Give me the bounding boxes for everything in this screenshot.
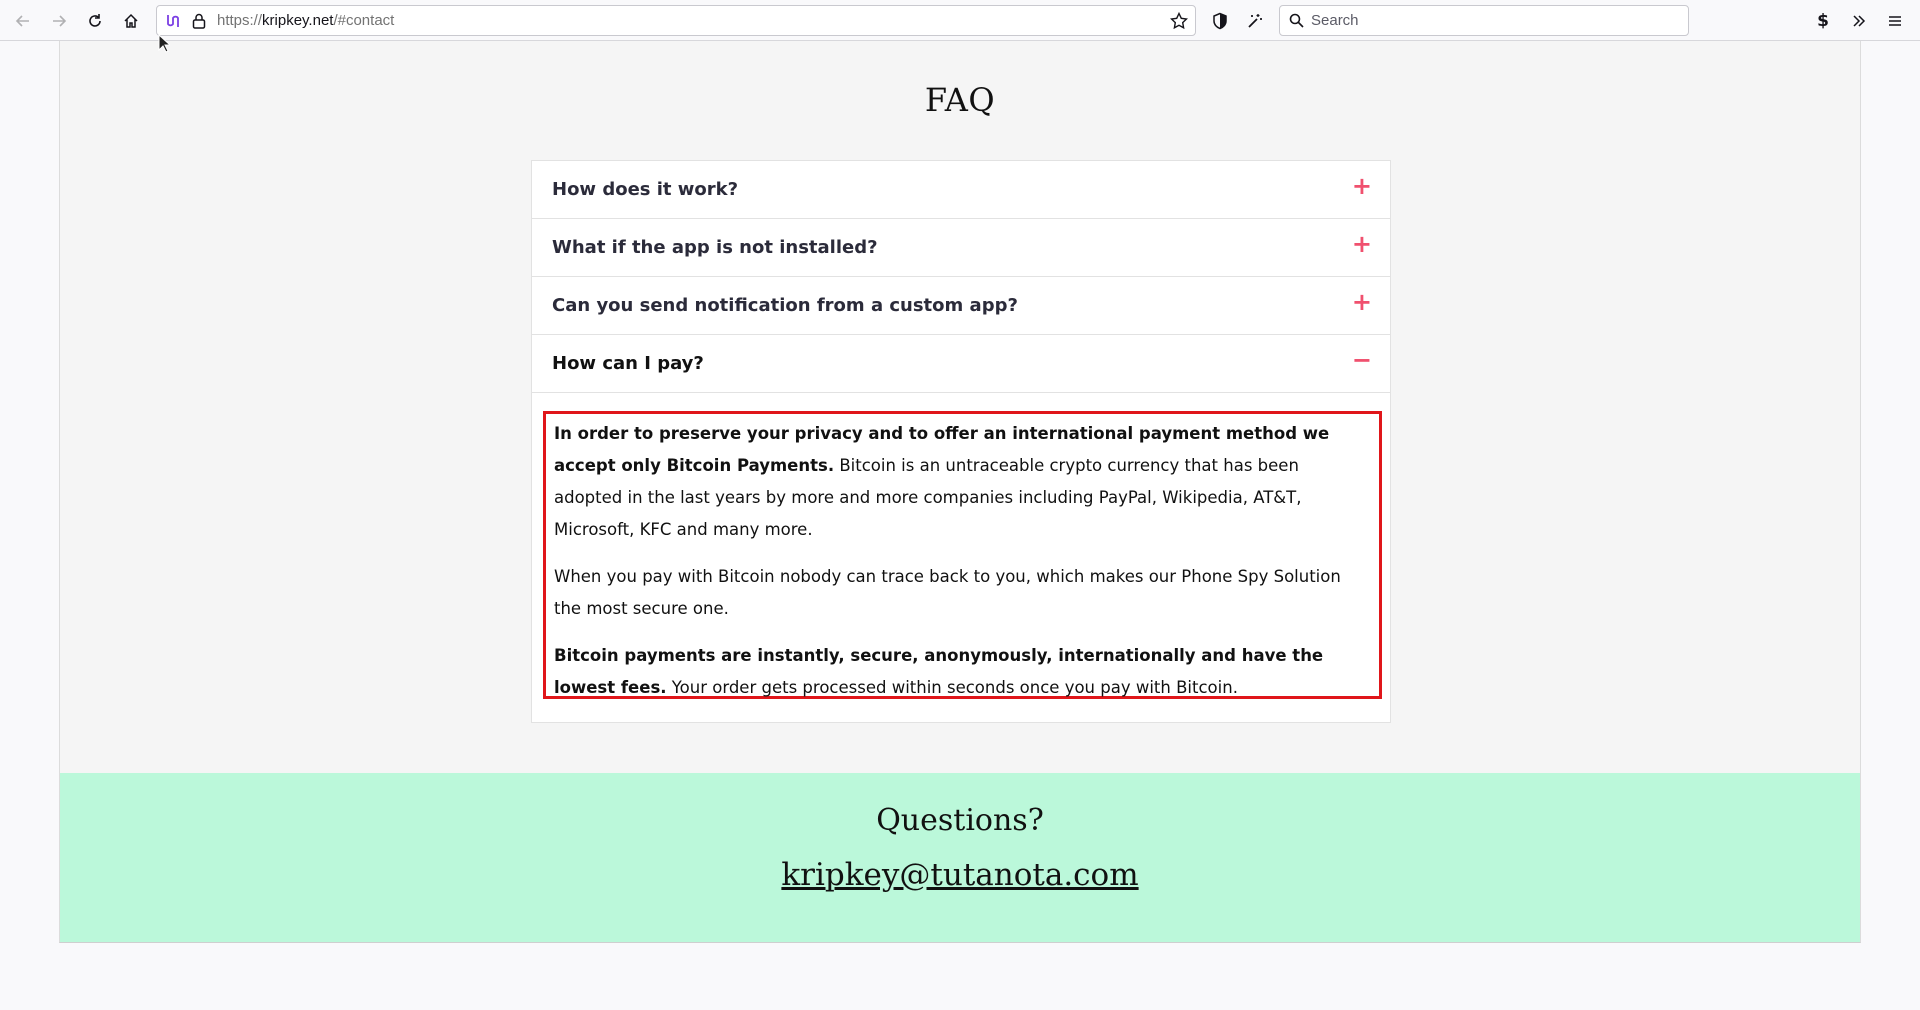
answer-paragraph	[554, 561, 1371, 625]
lock-icon[interactable]	[191, 12, 207, 34]
answer-bold-text: Bitcoin payments are instantly, secure, anonymously, internationally and have the lowest fees.	[554, 646, 1324, 697]
search-bar[interactable]	[1279, 5, 1689, 36]
mouse-cursor-icon	[158, 34, 170, 58]
answer-text: Bitcoin is an untraceable crypto currency that has been adopted in the last years by more and more companies including PayPal, Wikipedia, AT&T, Microsoft, KFC and many more.	[554, 456, 1302, 539]
url-path: /#contact	[333, 12, 395, 29]
minus-icon[interactable]: −	[1351, 346, 1372, 374]
arrow-left-icon[interactable]	[10, 8, 36, 34]
faq-question: What if the app is not installed?	[552, 237, 878, 258]
answer-paragraph	[554, 418, 1371, 546]
hamburger-icon[interactable]	[1882, 8, 1908, 34]
faq-item-custom-app[interactable]	[532, 277, 1390, 335]
url-host: kripkey.net	[262, 12, 334, 29]
answer-text: Your order gets processed within seconds once you pay with Bitcoin.	[666, 678, 1238, 697]
faq-item-how-to-pay[interactable]	[532, 335, 1390, 393]
faq-item-how-it-works[interactable]	[532, 161, 1390, 219]
arrow-right-icon[interactable]	[46, 8, 72, 34]
contact-email-link[interactable]: kripkey@tutanota.com	[781, 857, 1139, 893]
faq-question: How does it work?	[552, 179, 739, 200]
wand-icon[interactable]	[1242, 8, 1268, 34]
answer-paragraph	[554, 640, 1371, 704]
search-icon	[1289, 13, 1304, 32]
reload-icon[interactable]	[82, 8, 108, 34]
url-scheme: https://	[217, 12, 263, 29]
faq-answer-highlighted	[543, 411, 1382, 699]
star-icon[interactable]	[1170, 12, 1188, 34]
plus-icon[interactable]: +	[1351, 172, 1372, 200]
chevrons-right-icon[interactable]	[1846, 8, 1872, 34]
faq-title: FAQ	[924, 81, 996, 119]
answer-text: When you pay with Bitcoin nobody can trace back to you, which makes our Phone Spy Solution the most secure one.	[554, 567, 1341, 618]
contact-title: Questions?	[876, 803, 1044, 838]
contact-section	[60, 773, 1860, 942]
page-content	[59, 41, 1861, 943]
plus-icon[interactable]: +	[1351, 288, 1372, 316]
search-input[interactable]: Search	[1311, 12, 1359, 29]
extension-icon[interactable]	[164, 12, 182, 34]
url-bar[interactable]	[156, 5, 1196, 36]
plus-icon[interactable]: +	[1351, 230, 1372, 258]
faq-question: How can I pay?	[552, 353, 704, 374]
browser-toolbar	[0, 0, 1920, 41]
shield-icon[interactable]	[1207, 8, 1233, 34]
url-text[interactable]	[217, 12, 394, 29]
faq-section	[60, 41, 1860, 773]
faq-accordion	[531, 160, 1391, 723]
home-icon[interactable]	[118, 8, 144, 34]
answer-bold-text: In order to preserve your privacy and to offer an international payment method we accept only Bitcoin Payments.	[554, 424, 1330, 475]
dollar-icon[interactable]: $	[1817, 11, 1829, 31]
faq-item-app-not-installed[interactable]	[532, 219, 1390, 277]
faq-question: Can you send notification from a custom app?	[552, 295, 1018, 316]
